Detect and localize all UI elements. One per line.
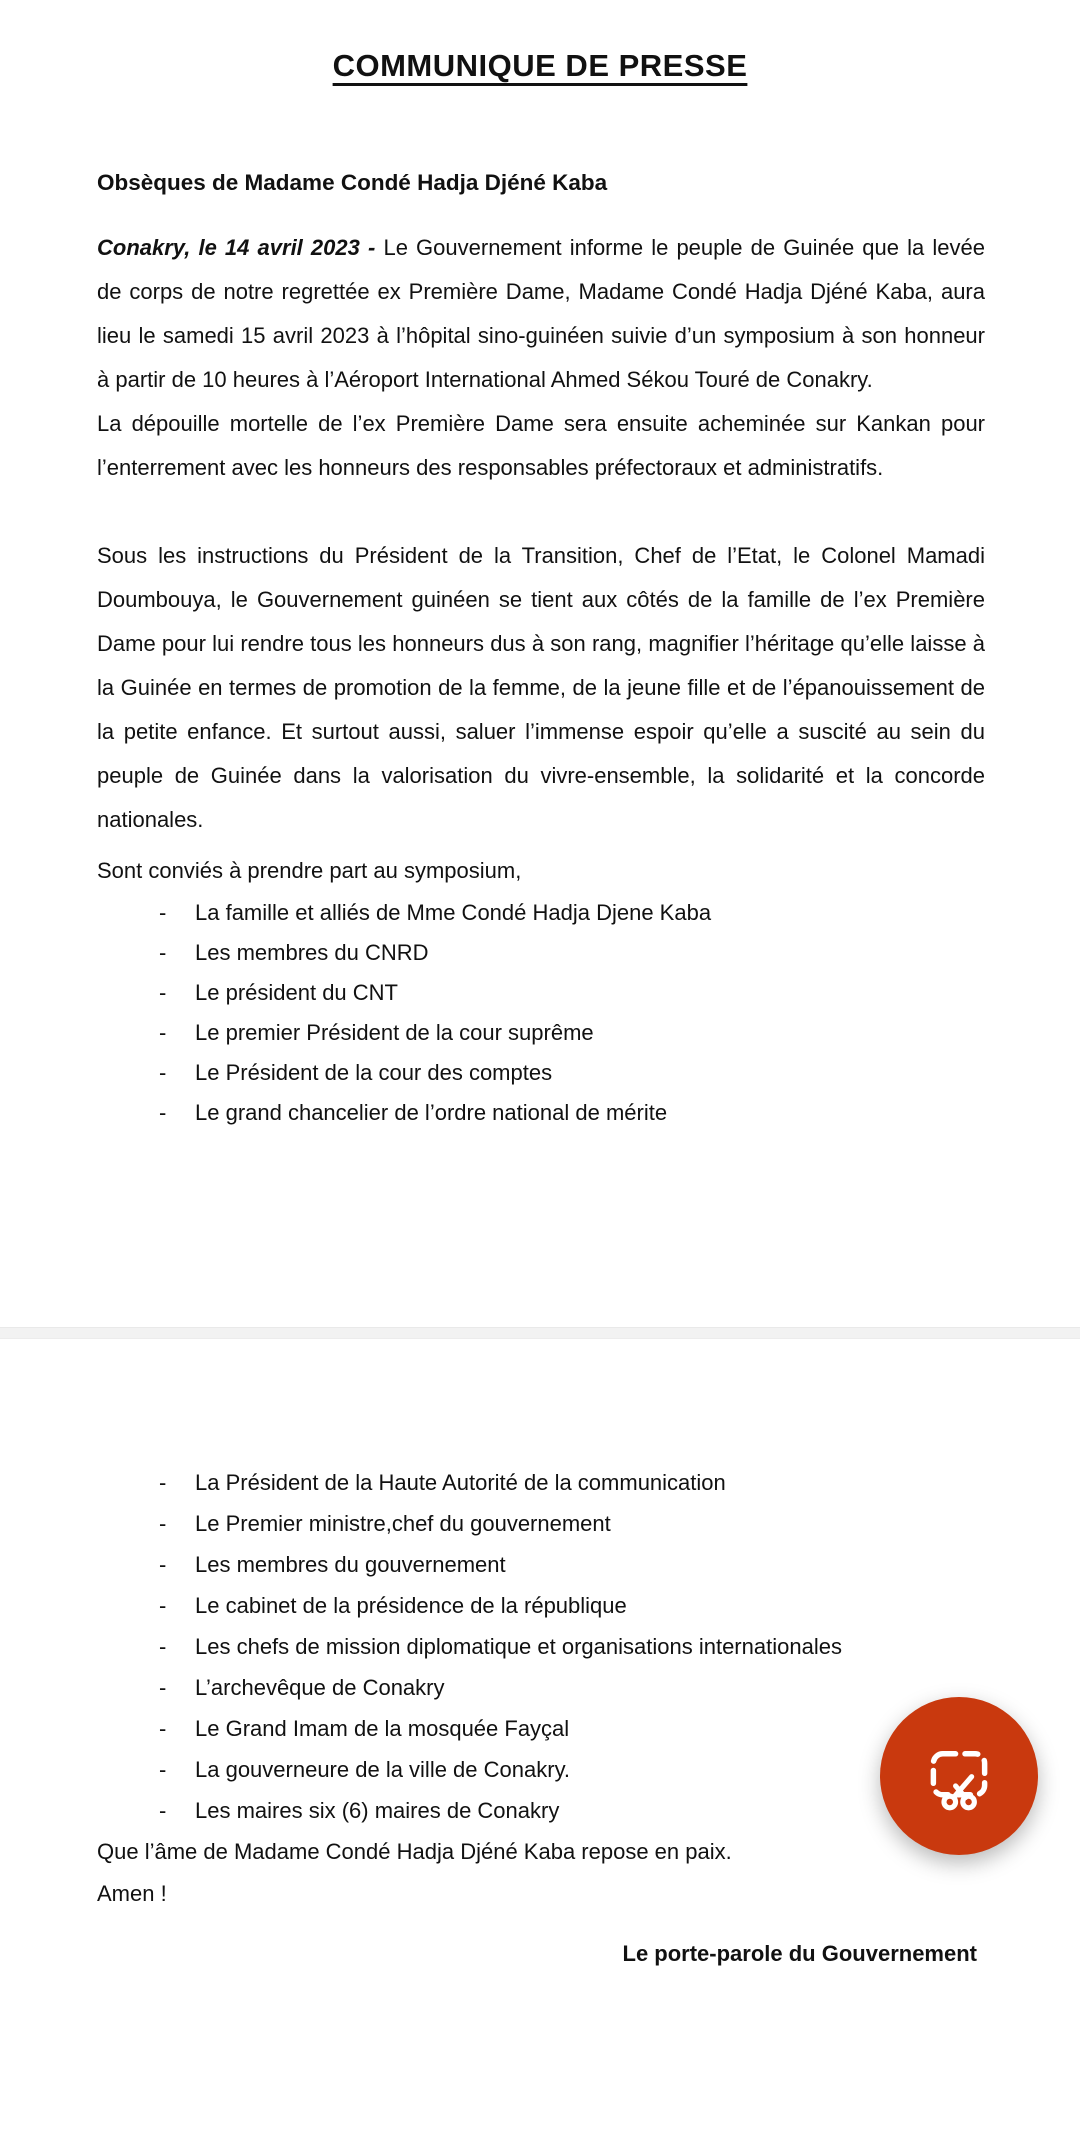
- dash-bullet: -: [159, 900, 167, 925]
- dash-bullet: -: [159, 1060, 167, 1085]
- list-item-text: La gouverneure de la ville de Conakry.: [195, 1757, 571, 1782]
- list-item-text: Le Président de la cour des comptes: [195, 1060, 553, 1085]
- list-item-text: Le Grand Imam de la mosquée Fayçal: [195, 1716, 570, 1741]
- dash-bullet: -: [159, 1675, 167, 1700]
- dash-bullet: -: [159, 1511, 167, 1536]
- list-item: [97, 1708, 985, 1749]
- dash-bullet: -: [159, 1716, 167, 1741]
- guest-list-page2: [97, 1462, 985, 1831]
- dash-bullet: -: [159, 1470, 167, 1495]
- list-item: [97, 1585, 985, 1626]
- paragraph-2: La dépouille mortelle de l’ex Première Dame sera ensuite acheminée sur Kankan pour l’enterrement avec les honneurs des responsables préfectoraux et administratifs.: [97, 411, 985, 480]
- dash-bullet: -: [159, 940, 167, 965]
- list-item: [97, 1503, 985, 1544]
- closing-line-2: Amen !: [97, 1881, 167, 1906]
- list-item: [97, 1053, 985, 1093]
- snip-screenshot-icon: [918, 1735, 1000, 1817]
- list-item-text: La famille et alliés de Mme Condé Hadja Djene Kaba: [195, 900, 712, 925]
- document-subtitle: Obsèques de Madame Condé Hadja Djéné Kaba: [97, 170, 608, 195]
- list-item: [97, 1093, 985, 1133]
- list-item-text: Les chefs de mission diplomatique et organisations internationales: [195, 1634, 842, 1659]
- page1-body: [97, 226, 985, 1133]
- list-item-text: Les membres du gouvernement: [195, 1552, 506, 1577]
- dash-bullet: -: [159, 1757, 167, 1782]
- list-item-text: L’archevêque de Conakry: [195, 1675, 445, 1700]
- list-item-text: Les membres du CNRD: [195, 940, 429, 965]
- list-item-text: Le président du CNT: [195, 980, 398, 1005]
- screenshot-snip-fab-button[interactable]: [880, 1697, 1038, 1855]
- list-item: [97, 1749, 985, 1790]
- paragraph-3: Sous les instructions du Président de la Transition, Chef de l’Etat, le Colonel Mamadi Doumbouya, le Gouvernement guinéen se tient aux côtés de la famille de l’ex Première Dame pour lui rendre tous les honneurs dus à son rang, magnifier l’héritage qu’elle laisse à la Guinée en termes de promotion de la femme, de la jeune fille et de l’épanouissement de la petite enfance. Et surtout aussi, saluer l’immense espoir qu’elle a suscité au sein du peuple de Guinée dans la valorisation du vivre-ensemble, la solidarité et la concorde nationales.: [97, 543, 985, 832]
- list-item-text: La Président de la Haute Autorité de la communication: [195, 1470, 726, 1495]
- list-item: [97, 1667, 985, 1708]
- list-item: [97, 1544, 985, 1585]
- paragraph-1-text: Le Gouvernement informe le peuple de Guinée que la levée de corps de notre regrettée ex Première Dame, Madame Condé Hadja Djéné Kaba, aura lieu le samedi 15 avril 2023 à l’hôpital sino-guinéen suivie d’un symposium à son honneur à partir de 10 heures à l’Aéroport International Ahmed Sékou Touré de Conakry.: [97, 235, 985, 392]
- list-item: [97, 1462, 985, 1503]
- document-title: COMMUNIQUE DE PRESSE: [332, 48, 748, 83]
- list-item-text: Le grand chancelier de l’ordre national de mérite: [195, 1100, 668, 1125]
- guest-list-page1: [97, 893, 985, 1133]
- list-item: [97, 1013, 985, 1053]
- list-item: [97, 1790, 985, 1831]
- dash-bullet: -: [159, 1552, 167, 1577]
- paragraph-1: [97, 226, 985, 402]
- list-item: [97, 933, 985, 973]
- dash-bullet: -: [159, 1798, 167, 1823]
- dash-bullet: -: [159, 1100, 167, 1125]
- dash-bullet: -: [159, 1593, 167, 1618]
- dash-bullet: -: [159, 1634, 167, 1659]
- list-item-text: Les maires six (6) maires de Conakry: [195, 1798, 560, 1823]
- list-item-text: Le cabinet de la présidence de la république: [195, 1593, 627, 1618]
- list-item: [97, 1626, 985, 1667]
- list-item: [97, 973, 985, 1013]
- dash-bullet: -: [159, 1020, 167, 1045]
- page-break-divider: [0, 1327, 1080, 1339]
- signature-line: Le porte-parole du Gouvernement: [622, 1941, 977, 1966]
- invite-intro: Sont conviés à prendre part au symposium,: [97, 858, 522, 883]
- dash-bullet: -: [159, 980, 167, 1005]
- dateline: Conakry, le 14 avril 2023 -: [97, 235, 384, 260]
- closing-line-1: Que l’âme de Madame Condé Hadja Djéné Kaba repose en paix.: [97, 1839, 732, 1864]
- list-item: [97, 893, 985, 933]
- list-item-text: Le premier Président de la cour suprême: [195, 1020, 594, 1045]
- list-item-text: Le Premier ministre,chef du gouvernement: [195, 1511, 611, 1536]
- page2-body: [97, 1462, 985, 1974]
